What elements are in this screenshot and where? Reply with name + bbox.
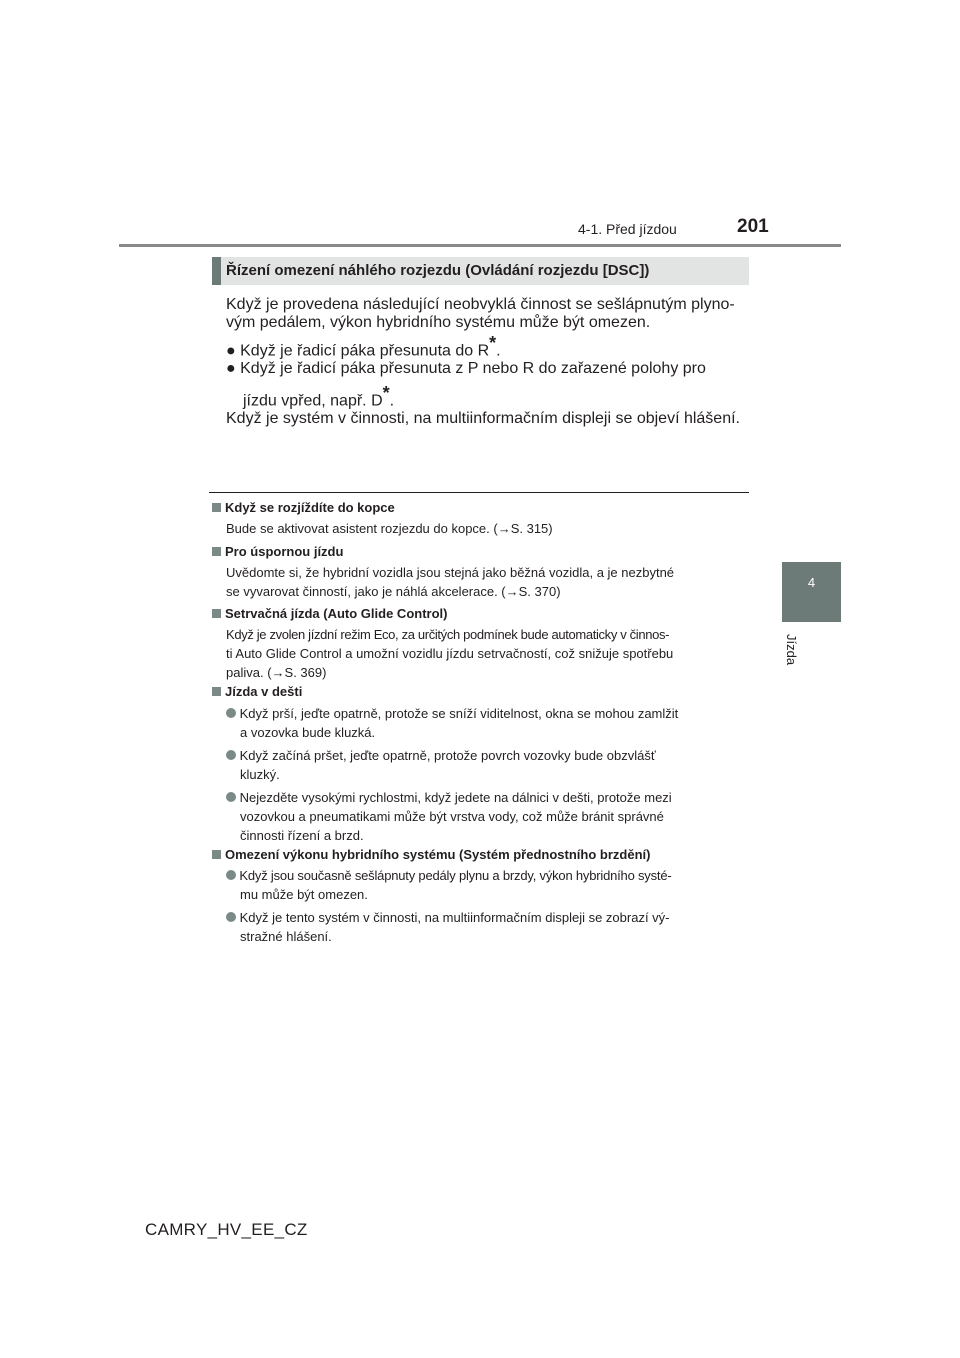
chapter-tab	[782, 562, 841, 622]
note-eco-title: Pro úspornou jízdu	[225, 544, 344, 559]
bullet-2-end: .	[389, 392, 395, 410]
asterisk-icon: *	[382, 383, 390, 403]
note-glide-line1: Když je zvolen jízdní režim Eco, za určitých podmínek bude automaticky v činnos-	[226, 627, 670, 642]
section-divider	[209, 492, 749, 493]
asterisk-icon: *	[489, 333, 497, 353]
note-glide-line2: ti Auto Glide Control a umožní vozidlu jízdu setrvačností, což snižuje spotřebu	[226, 646, 674, 661]
bullet-2-text-line2: jízdu vpřed, např. D	[243, 392, 383, 410]
square-bullet-icon	[212, 503, 221, 512]
note-rain-b3-line3: činnosti řízení a brzd.	[240, 828, 364, 843]
square-bullet-icon	[212, 687, 221, 696]
chapter-label-text: Jízda	[784, 634, 799, 666]
header-section-title: 4-1. Před jízdou	[578, 221, 677, 237]
header-rule	[119, 244, 841, 247]
note-hill-title: Když se rozjíždíte do kopce	[225, 500, 395, 515]
note-rain-b1-line1	[226, 704, 749, 723]
section-title: Řízení omezení náhlého rozjezdu (Ovládání rozjezdu [DSC])	[226, 262, 650, 279]
note-rain-heading	[212, 684, 302, 699]
bullet-dot-icon: ●	[226, 342, 236, 360]
note-rain-b3-line2: vozovkou a pneumatikami může být vrstva vody, což může bránit správné	[240, 809, 664, 824]
intro-bullet-2-line1	[226, 356, 749, 381]
bullet-1-text: Když je řadicí páka přesunuta do R	[240, 342, 490, 360]
note-rain-title: Jízda v dešti	[225, 684, 303, 699]
note-hill-text: Bude se aktivovat asistent rozjezdu do kopce. (→S. 315)	[226, 521, 553, 536]
note-glide-heading	[212, 606, 447, 621]
note-rain-b3-text: Nejezděte vysokými rychlostmi, když jedete na dálnici v dešti, protože mezi	[239, 790, 672, 805]
note-glide-title: Setrvačná jízda (Auto Glide Control)	[225, 606, 448, 621]
dot-bullet-icon	[226, 870, 236, 880]
note-glide-line3: paliva. (→S. 369)	[226, 665, 327, 680]
dot-bullet-icon	[226, 708, 236, 718]
bullet-1-end: .	[496, 342, 501, 360]
note-rain-b1-line2: a vozovka bude kluzká.	[240, 725, 376, 740]
note-limit-b2-line2: stražné hlášení.	[240, 929, 332, 944]
intro-para2-line1: Když je systém v činnosti, na multiinformačním displeji se objeví hlášení.	[226, 410, 740, 427]
intro-para1-line2: vým pedálem, výkon hybridního systému může být omezen.	[226, 314, 651, 331]
note-rain-b1-text: Když prší, jeďte opatrně, protože se sníží viditelnost, okna se mohou zamlžit	[239, 706, 679, 721]
square-bullet-icon	[212, 609, 221, 618]
intro-para1-line1: Když je provedena následující neobvyklá činnost se sešlápnutým plyno-	[226, 296, 735, 313]
square-bullet-icon	[212, 850, 221, 859]
page-number: 201	[737, 216, 769, 237]
chapter-label	[783, 634, 805, 674]
document-code: CAMRY_HV_EE_CZ	[145, 1220, 308, 1239]
note-eco-line2: se vyvarovat činností, jako je náhlá akcelerace. (→S. 370)	[226, 584, 561, 599]
note-rain-b2-text: Když začíná pršet, jeďte opatrně, protože povrch vozovky bude obzvlášť	[239, 748, 656, 763]
note-limit-b1-text: Když jsou současně sešlápnuty pedály plynu a brzdy, výkon hybridního systé-	[239, 868, 672, 883]
dot-bullet-icon	[226, 750, 236, 760]
note-hill-heading	[212, 500, 395, 515]
dot-bullet-icon	[226, 792, 236, 802]
note-limit-b1-line1	[226, 866, 749, 885]
note-limit-b2-text: Když je tento systém v činnosti, na multiinformačním displeji se zobrazí vý-	[239, 910, 670, 925]
bullet-2-text-line1: Když je řadicí páka přesunuta z P nebo R do zařazené polohy pro	[240, 360, 706, 377]
note-limit-heading	[212, 847, 650, 862]
note-rain-b2-line2: kluzký.	[240, 767, 280, 782]
note-limit-title: Omezení výkonu hybridního systému (Systém přednostního brzdění)	[225, 847, 651, 862]
section-title-marker	[212, 257, 221, 285]
bullet-dot-icon: ●	[226, 360, 236, 377]
chapter-number: 4	[807, 575, 816, 590]
dot-bullet-icon	[226, 912, 236, 922]
note-eco-heading	[212, 544, 343, 559]
note-rain-b2-line1	[226, 746, 749, 765]
note-eco-line1: Uvědomte si, že hybridní vozidla jsou stejná jako běžná vozidla, a je nezbytné	[226, 565, 675, 580]
note-rain-b3-line1	[226, 788, 749, 807]
note-limit-b1-line2: mu může být omezen.	[240, 887, 368, 902]
square-bullet-icon	[212, 547, 221, 556]
note-limit-b2-line1	[226, 908, 749, 927]
